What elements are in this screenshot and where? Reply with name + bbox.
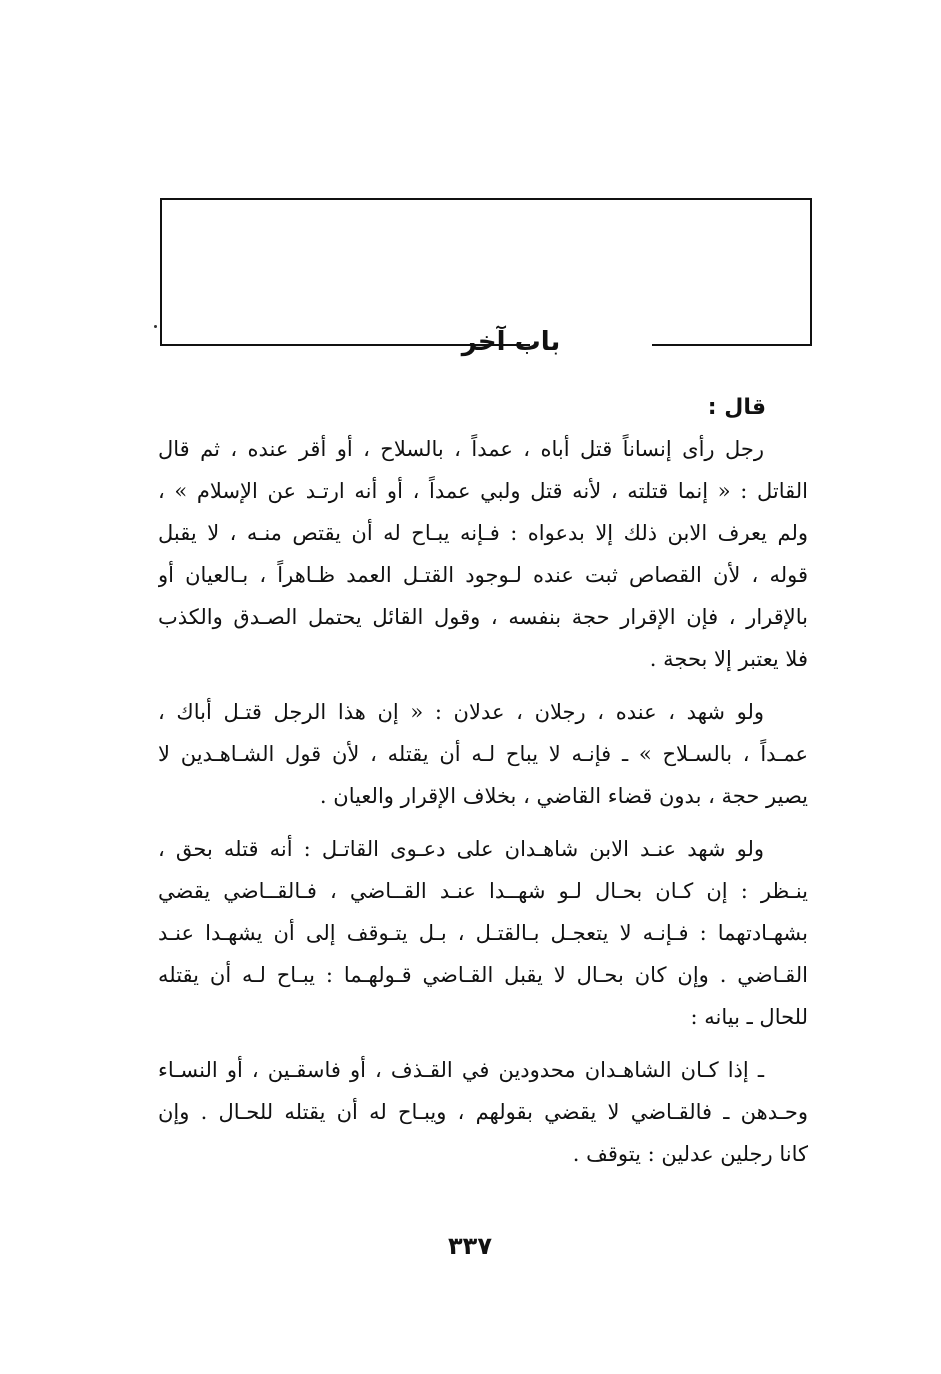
text-line: وحـدهن ـ فالقـاضي لا يقضي بقولهم ، ويبـاح له أن يقتله للحـال . وإن [158,1100,808,1124]
paragraph-4 [158,1049,808,1175]
text-line: ـ إذا كـان الشاهـدان محدودين في القـذف ، أو فاسقـين ، أو النسـاء [158,1058,764,1082]
text-line: فلا يعتبر إلا بحجة . [649,647,808,671]
text-line: عمـداً ، بالسـلاح » ـ فإنـه لا يباح لـه أن يقتله ، لأن قول الشـاهـدين لا [158,742,808,766]
text-line: ولم يعرف الابن ذلك إلا بدعواه : فـإنه يبـاح له أن يقتص منـه ، لا يقبل [158,521,808,545]
body-text [158,388,808,1186]
text-line: ولو شهد عنـد الابن شاهـدان على دعـوى القاتـل : أنه قتله بحق ، [158,837,764,861]
paragraph-2 [158,691,808,817]
text-line: بشهـادتهما : فـإنـه لا يتعجـل بـالقتـل ، بـل يتـوقف إلى أن يشهـدا عنـد [158,921,808,945]
text-line: بالإقرار ، فإن الإقرار حجة بنفسه ، وقول القائل يحتمل الصـدق والكذب [158,605,808,629]
margin-dot [154,325,157,328]
chapter-title: باب آخر [461,327,561,357]
text-line: ينـظر : إن كـان بحـال لـو شهــدا عنـد القــاضي ، فـالقــاضي يقضي [158,879,808,903]
text-line: ولو شهد ، عنده ، رجلان ، عدلان : « إن هذا الرجل قتـل أباك ، [158,700,764,724]
text-line: رجل رأى إنساناً قتل أباه ، عمداً ، بالسلاح ، أو أقر عنده ، ثم قال [158,437,764,461]
paragraph-1 [158,428,808,680]
text-line: قوله ، لأن القصاص ثبت عنده لـوجود القتـل العمد ظـاهراً ، بـالعيان أو [158,563,808,587]
paragraph-3 [158,828,808,1038]
said-label: قال : [707,395,766,420]
text-line: القـاضي . وإن كان بحـال لا يقبل القـاضي قـولهـما : يبـاح لـه أن يقتله [158,963,808,987]
text-line: القاتل : « إنما قتلته ، لأنه قتل ولبي عمداً ، أو أنه ارتـد عن الإسلام » ، [158,479,808,503]
text-line: يصير حجة ، بدون قضاء القاضي ، بخلاف الإقرار والعيان . [319,784,808,808]
rule-right-segment [652,344,812,346]
page-number: ٣٣٧ [448,1232,492,1260]
text-line: للحال ـ بيانه : [690,1005,808,1029]
text-line: كانا رجلين عدلين : يتوقف . [572,1142,808,1166]
